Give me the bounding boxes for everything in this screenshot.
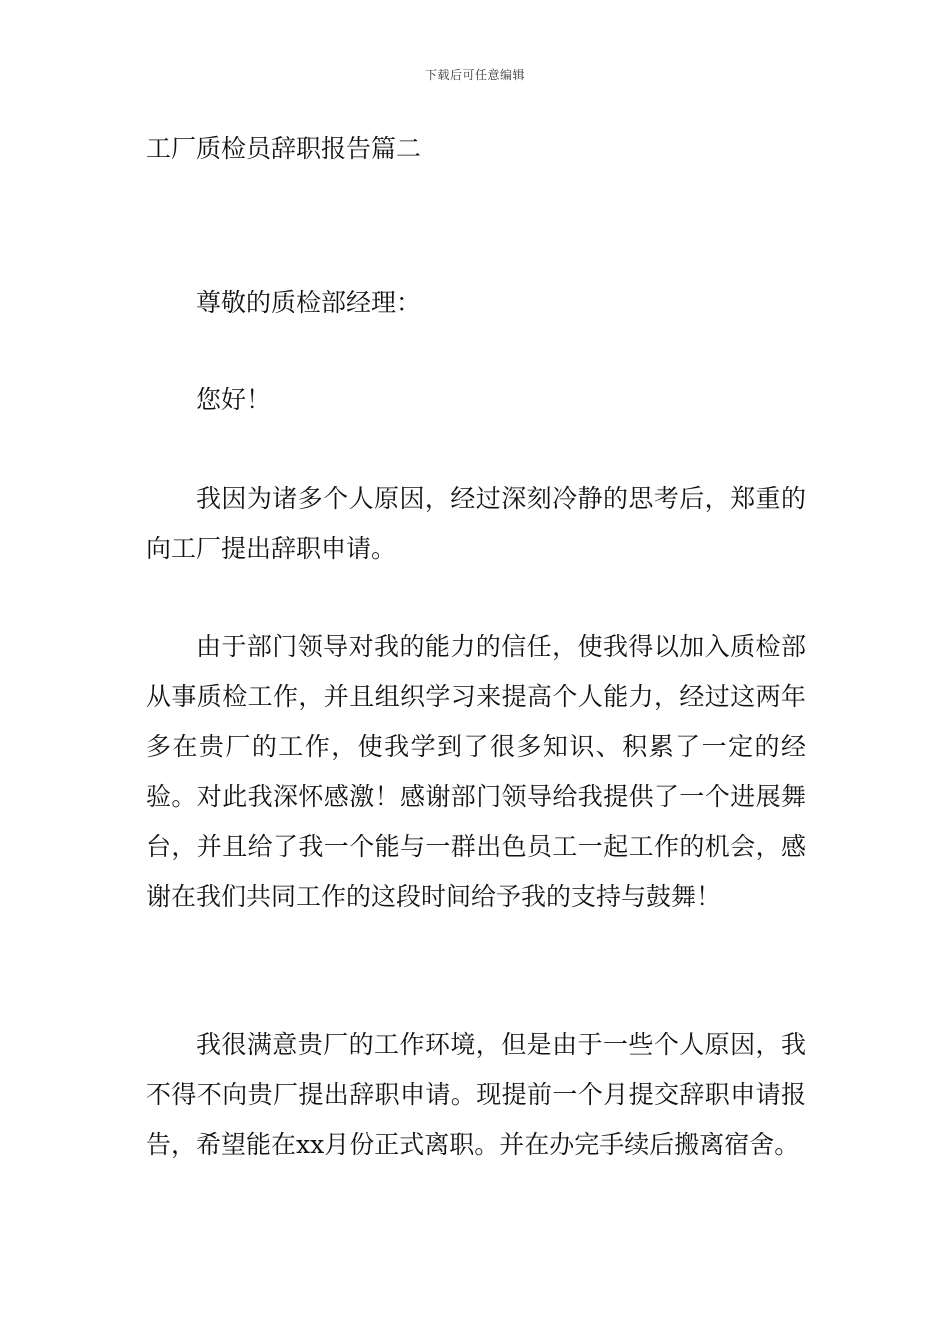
body-paragraph: 我因为诸多个人原因，经过深刻冷静的思考后，郑重的向工厂提出辞职申请。: [146, 484, 806, 563]
body-paragraph: 我很满意贵厂的工作环境，但是由于一些个人原因，我不得不向贵厂提出辞职申请。现提前一个月提交辞职申请报告，希望能在xx月份正式离职。并在办完手续后搬离宿舍。: [146, 1030, 806, 1159]
greeting-paragraph: 您好！: [196, 385, 272, 414]
document-title: 工厂质检员辞职报告篇二: [146, 134, 422, 163]
body-paragraph: 由于部门领导对我的能力的信任，使我得以加入质检部从事质检工作，并且组织学习来提高个人能力，经过这两年多在贵厂的工作，使我学到了很多知识、积累了一定的经验。对此我深怀感激！感谢部门领导给我提供了一个进展舞台，并且给了我一个能与一群出色员工一起工作的机会，感谢在我们共同工作的这段时间给予我的支持与鼓舞！: [146, 632, 806, 911]
salutation-paragraph: 尊敬的质检部经理：: [196, 288, 422, 317]
header-note: 下载后可任意编辑: [424, 68, 525, 82]
